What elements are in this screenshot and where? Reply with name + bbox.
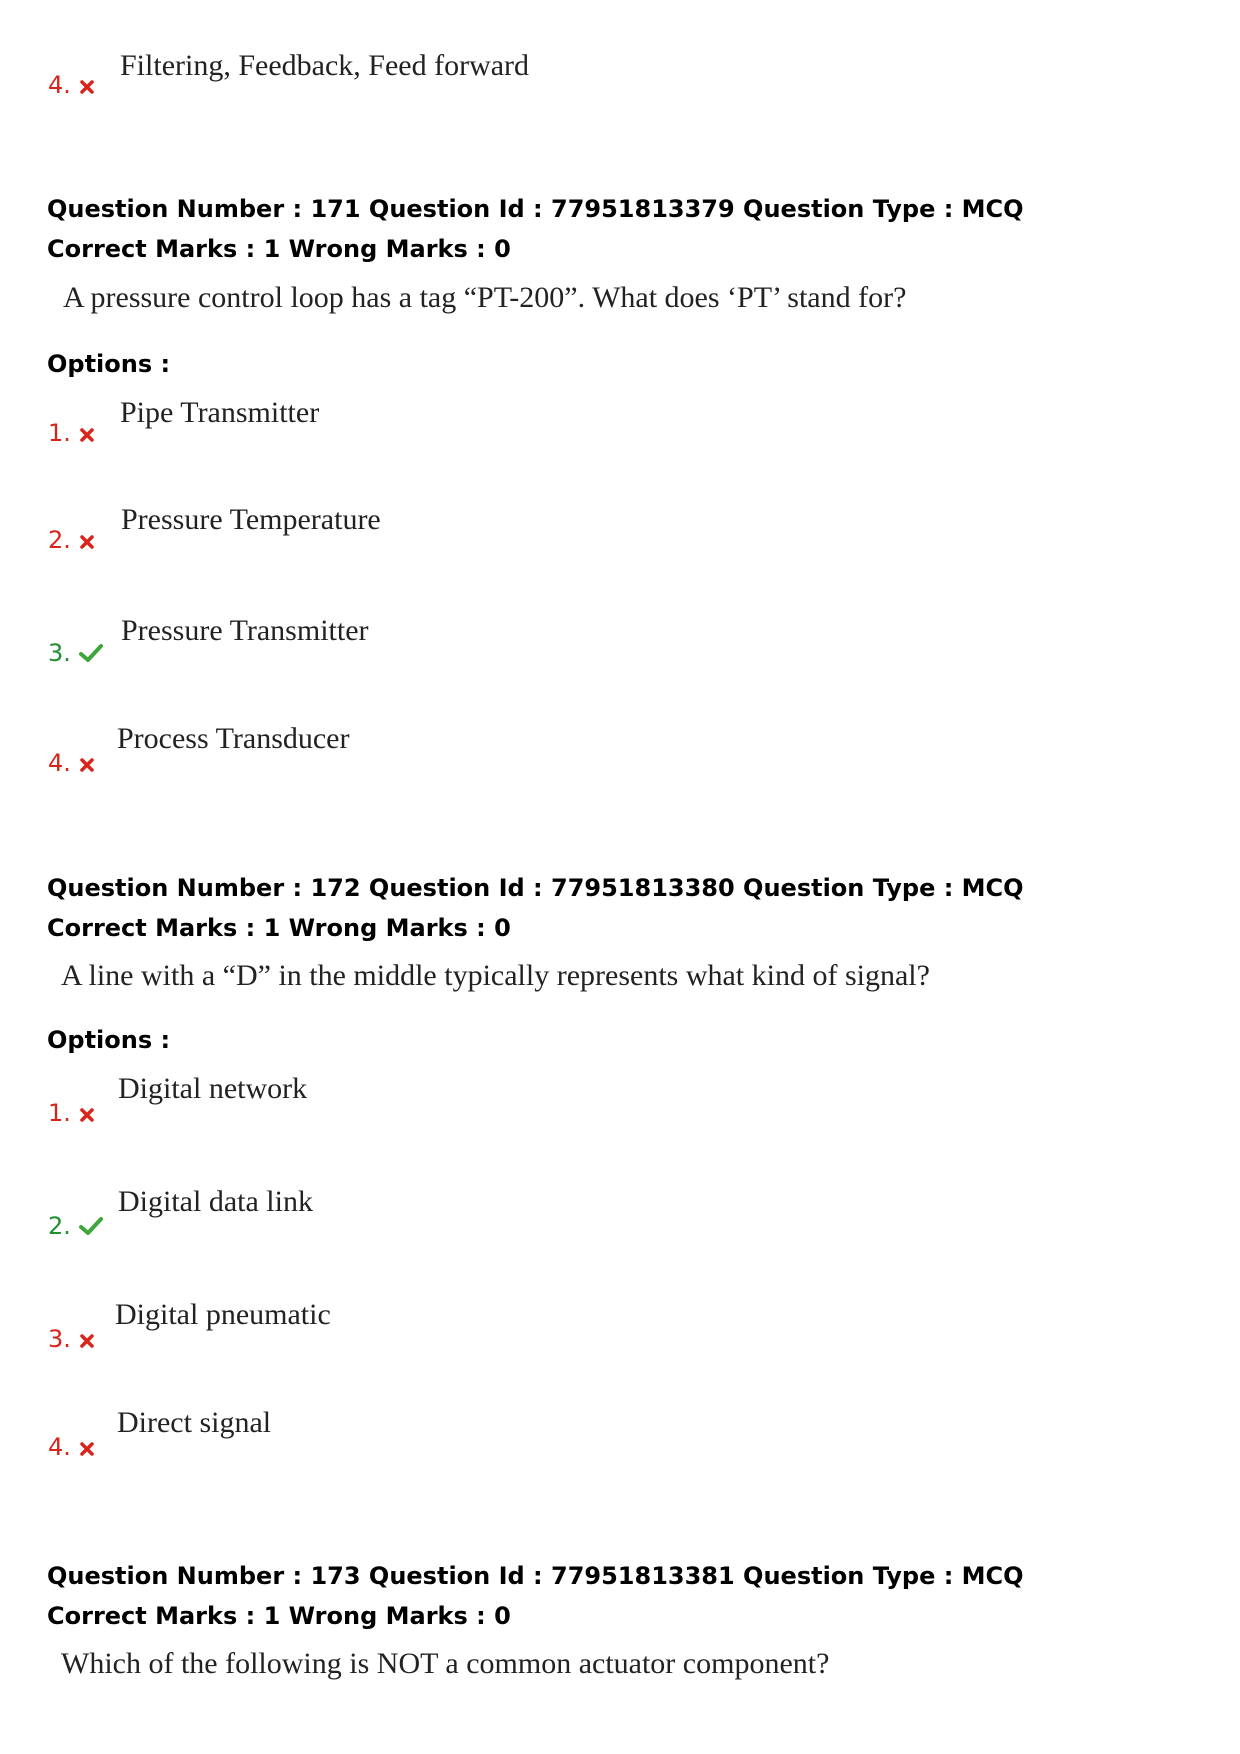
question-text: A pressure control loop has a tag “PT-200”. What does ‘PT’ stand for? (63, 281, 907, 314)
option-text: Direct signal (117, 1406, 272, 1439)
option-number: 3. (48, 638, 103, 668)
option-number: 3. (48, 1324, 95, 1354)
option-number: 4. (48, 748, 95, 778)
option-text: Digital data link (118, 1185, 313, 1218)
options-label: Options : (47, 1026, 171, 1054)
cross-mark-icon (79, 534, 95, 550)
question-text: Which of the following is NOT a common actuator component? (61, 1647, 830, 1680)
option-text: Pressure Transmitter (121, 614, 369, 647)
option-text: Filtering, Feedback, Feed forward (120, 49, 530, 82)
marks-line: Correct Marks : 1 Wrong Marks : 0 (47, 914, 511, 942)
question-header: Question Number : 173 Question Id : 77951813381 Question Type : MCQ (47, 1562, 1024, 1590)
option-text: Digital pneumatic (115, 1298, 331, 1331)
check-mark-icon (79, 1216, 103, 1236)
option-number: 4. (48, 1432, 95, 1462)
option-text: Pressure Temperature (121, 503, 381, 536)
option-number: 1. (48, 1098, 95, 1128)
option-number: 2. (48, 525, 95, 555)
cross-mark-icon (79, 1441, 95, 1457)
cross-mark-icon (79, 79, 95, 95)
marks-line: Correct Marks : 1 Wrong Marks : 0 (47, 1602, 511, 1630)
check-mark-icon (79, 643, 103, 663)
marks-line: Correct Marks : 1 Wrong Marks : 0 (47, 235, 511, 263)
cross-mark-icon (79, 1107, 95, 1123)
question-header: Question Number : 171 Question Id : 77951813379 Question Type : MCQ (47, 195, 1024, 223)
cross-mark-icon (79, 757, 95, 773)
option-text: Pipe Transmitter (120, 396, 320, 429)
question-header: Question Number : 172 Question Id : 77951813380 Question Type : MCQ (47, 874, 1024, 902)
option-number: 2. (48, 1211, 103, 1241)
option-number: 1. (48, 418, 95, 448)
options-label: Options : (47, 350, 171, 378)
option-text: Process Transducer (117, 722, 350, 755)
option-number: 4. (48, 70, 95, 100)
cross-mark-icon (79, 1333, 95, 1349)
option-text: Digital network (118, 1072, 308, 1105)
question-text: A line with a “D” in the middle typically represents what kind of signal? (61, 959, 930, 992)
cross-mark-icon (79, 427, 95, 443)
